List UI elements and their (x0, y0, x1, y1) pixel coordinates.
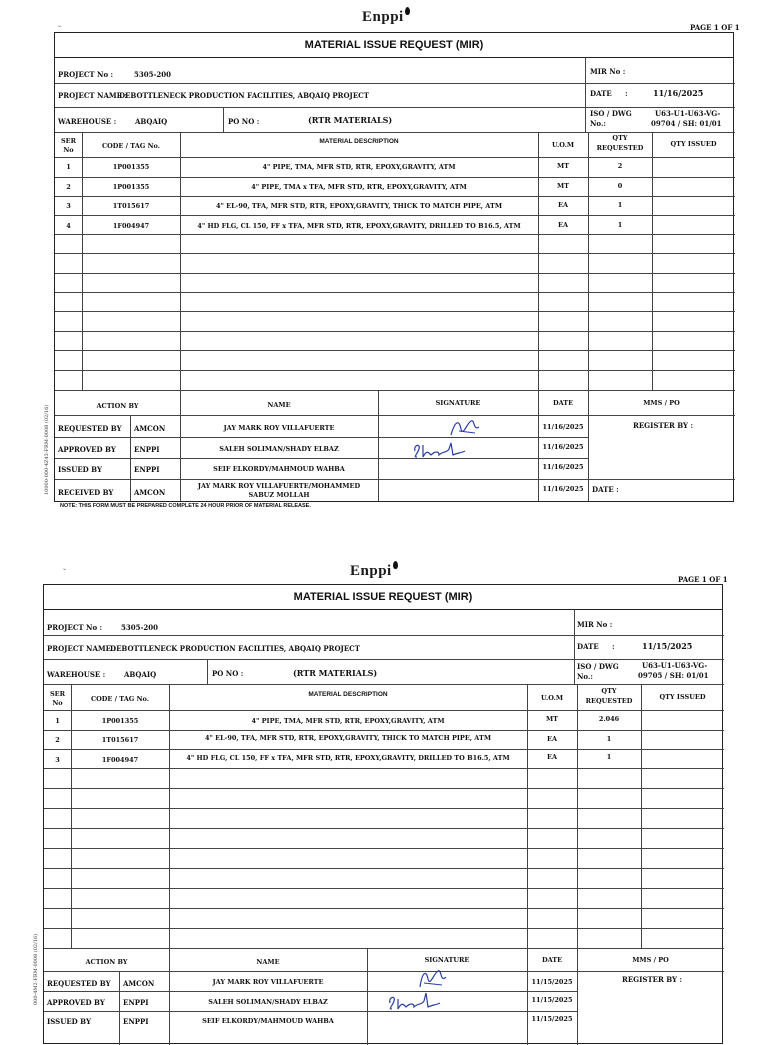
table-row-description: 4" PIPE, TMA, MFR STD, RTR, EPOXY,GRAVITY, ATM (262, 163, 456, 171)
uom-header: U.O.M (540, 694, 564, 702)
table-row-code: 1T015617 (112, 202, 150, 210)
table-row-ser: 3 (55, 756, 60, 764)
action-date: 11/16/2025 (542, 443, 584, 451)
table-row-uom: EA (558, 221, 568, 229)
name-header: NAME (267, 401, 291, 409)
qty-header: QTY (612, 134, 628, 142)
material-description-header: MATERIAL DESCRIPTION (319, 138, 399, 145)
action-name: SALEH SOLIMAN/SHADY ELBAZ (219, 445, 339, 453)
signature-requested (412, 967, 452, 991)
action-label: REQUESTED BY (47, 979, 111, 988)
code-header: CODE / TAG No. (101, 142, 161, 150)
scan-mark: ⌄ (62, 565, 68, 572)
requested-header: REQUESTED (585, 697, 633, 705)
action-label: REQUESTED BY (58, 424, 122, 433)
qty-issued-header: QTY ISSUED (659, 693, 706, 701)
table-row-qty: 0 (617, 182, 623, 190)
action-name: JAY MARK ROY VILLAFUERTE (223, 424, 335, 432)
action-date: 11/16/2025 (542, 463, 584, 471)
material-description-header: MATERIAL DESCRIPTION (308, 691, 388, 698)
ser-header: SER (60, 137, 77, 145)
table-row-code: 1F004947 (112, 222, 150, 230)
project-no-value: 5305-200 (134, 70, 171, 79)
table-row-code: 1P001355 (112, 163, 150, 171)
project-no-label: PROJECT No : (47, 623, 103, 632)
table-row-code: 1F004947 (101, 756, 139, 764)
table-row-description: 4" PIPE, TMA x TFA, MFR STD, RTR, EPOXY,GRAVITY, ATM (251, 183, 467, 191)
qty-issued-header: QTY ISSUED (670, 140, 717, 148)
table-row-ser: 3 (66, 202, 71, 210)
mms-po-header: MMS / PO (632, 956, 669, 964)
action-date: 11/15/2025 (531, 978, 573, 986)
project-name-label: PROJECT NAME : (47, 644, 116, 653)
action-date: 11/16/2025 (542, 485, 584, 493)
form-note: NOTE: THIS FORM MUST BE PREPARED COMPLETE 24 HOUR PRIOR OF MATERIAL RELEASE. (60, 503, 311, 509)
form-side-code: 10000-000-4Z43-FRM-0008 (02/16) (44, 404, 50, 495)
action-company: ENPPI (134, 465, 160, 474)
form-side-code: 000-4M2-FRM-0008 (02/16) (33, 933, 39, 1005)
form-title: MATERIAL ISSUE REQUEST (MIR) (44, 585, 722, 610)
warehouse-label: WAREHOUSE : (47, 670, 106, 679)
project-no-label: PROJECT No : (58, 70, 114, 79)
form-title: MATERIAL ISSUE REQUEST (MIR) (55, 33, 733, 58)
page-number: PAGE 1 OF 1 (690, 23, 740, 32)
po-no-label: PO NO : (228, 117, 260, 126)
mir-no-label: MIR No : (590, 67, 626, 76)
table-row-qty: 2.046 (598, 715, 620, 723)
iso-no-label: No.: (590, 119, 606, 128)
table-row-description: 4" HD FLG, CL 150, FF x TFA, MFR STD, RTR, EPOXY,GRAVITY, DRILLED TO B16.5, ATM (197, 222, 521, 230)
table-row-uom: MT (556, 162, 570, 170)
warehouse-value: ABQAIQ (135, 117, 168, 126)
date-colon: : (625, 89, 628, 98)
table-row-uom: EA (547, 753, 557, 761)
action-date: 11/15/2025 (531, 996, 573, 1004)
signature-header: SIGNATURE (424, 956, 470, 964)
signature-approved (411, 439, 471, 461)
ser-header: SER (49, 690, 66, 698)
ser-no-header: No (52, 699, 63, 707)
table-row-ser: 2 (66, 183, 71, 191)
action-label: RECEIVED BY (58, 488, 114, 497)
page-number: PAGE 1 OF 1 (678, 575, 728, 584)
action-by-header: ACTION BY (85, 958, 128, 966)
iso-no-label: No.: (577, 672, 593, 681)
action-name: JAY MARK ROY VILLAFUERTE (212, 978, 324, 986)
action-name: SALEH SOLIMAN/SHADY ELBAZ (208, 998, 328, 1006)
ser-no-header: No (63, 146, 74, 154)
iso-dwg-value-1: U63-U1-U63-VG- (655, 109, 721, 118)
iso-dwg-value-2: 09705 / SH: 01/01 (638, 671, 709, 680)
iso-dwg-value-1: U63-U1-U63-VG- (642, 661, 708, 670)
date-value: 11/15/2025 (642, 641, 693, 651)
table-row-code: 1T015617 (101, 736, 139, 744)
action-company: AMCON (134, 488, 166, 497)
action-name: JAY MARK ROY VILLAFUERTE/MOHAMMED (197, 482, 361, 490)
date-row-label: DATE : (592, 485, 619, 494)
scan-mark: ⌄ (57, 22, 63, 29)
project-name-value: DEBOTTLENECK PRODUCTION FACILITIES, ABQAIQ PROJECT (110, 644, 360, 653)
uom-header: U.O.M (551, 141, 575, 149)
table-row-uom: MT (545, 715, 559, 723)
date-header: DATE (541, 956, 563, 964)
table-row-qty: 1 (617, 221, 623, 229)
register-by-label: REGISTER BY : (633, 421, 694, 430)
enppi-logo: Enppi (362, 7, 410, 26)
iso-dwg-label: ISO / DWG (577, 662, 619, 671)
action-company: ENPPI (123, 998, 149, 1007)
project-name-label: PROJECT NAME : (58, 91, 127, 100)
signature-header: SIGNATURE (435, 399, 481, 407)
mir-sheet-2 (0, 555, 768, 1024)
code-header: CODE / TAG No. (90, 695, 150, 703)
enppi-logo: Enppi (350, 561, 398, 580)
action-name: SEIF ELKORDY/MAHMOUD WAHBA (202, 1017, 334, 1025)
name-header: NAME (256, 958, 280, 966)
mir-no-label: MIR No : (577, 620, 613, 629)
action-company: AMCON (134, 424, 166, 433)
signature-approved (386, 991, 446, 1013)
table-row-ser: 2 (55, 736, 60, 744)
date-label: DATE (590, 89, 612, 98)
action-label: ISSUED BY (58, 465, 102, 474)
project-no-value: 5305-200 (121, 623, 158, 632)
table-row-qty: 2 (617, 162, 623, 170)
register-by-label: REGISTER BY : (622, 975, 683, 984)
date-colon: : (612, 642, 615, 651)
action-company: ENPPI (123, 1017, 149, 1026)
po-no-label: PO NO : (212, 669, 244, 678)
action-label: ISSUED BY (47, 1017, 91, 1026)
action-company: ENPPI (134, 445, 160, 454)
action-name: SEIF ELKORDY/MAHMOUD WAHBA (213, 465, 345, 473)
requested-header: REQUESTED (596, 144, 644, 152)
table-row-code: 1P001355 (112, 183, 150, 191)
table-row-ser: 1 (66, 163, 71, 171)
warehouse-value: ABQAIQ (124, 670, 157, 679)
table-row-ser: 4 (66, 222, 71, 230)
table-row-uom: MT (556, 182, 570, 190)
iso-dwg-value-2: 09704 / SH: 01/01 (651, 119, 722, 128)
table-row-code: 1P001355 (101, 717, 139, 725)
action-name-line2: SABUZ MOLLAH (248, 491, 310, 499)
table-row-ser: 1 (55, 717, 60, 725)
action-company: AMCON (123, 979, 155, 988)
table-row-description: 4" EL-90, TFA, MFR STD, RTR, EPOXY,GRAVITY, THICK TO MATCH PIPE, ATM (215, 202, 503, 210)
table-row-uom: EA (558, 201, 568, 209)
table-row-qty: 1 (606, 735, 612, 743)
mir-form-1 (54, 32, 734, 502)
po-no-value: (RTR MATERIALS) (293, 668, 378, 678)
date-label: DATE (577, 642, 599, 651)
iso-dwg-label: ISO / DWG (590, 109, 632, 118)
date-value: 11/16/2025 (653, 88, 704, 98)
table-row-qty: 1 (617, 201, 623, 209)
warehouse-label: WAREHOUSE : (58, 117, 117, 126)
signature-requested (445, 417, 485, 439)
date-header: DATE (552, 399, 574, 407)
qty-header: QTY (601, 687, 617, 695)
project-name-value: DEBOTTLENECK PRODUCTION FACILITIES, ABQAIQ PROJECT (119, 91, 369, 100)
table-row-description: 4" EL-90, TFA, MFR STD, RTR, EPOXY,GRAVITY, THICK TO MATCH PIPE, ATM (204, 734, 492, 742)
table-row-qty: 1 (606, 753, 612, 761)
mir-form-2 (43, 584, 723, 1044)
table-row-description: 4" HD FLG, CL 150, FF x TFA, MFR STD, RTR, EPOXY,GRAVITY, DRILLED TO B16.5, ATM (186, 754, 510, 762)
mir-sheet-1 (0, 0, 768, 520)
po-no-value: (RTR MATERIALS) (308, 115, 393, 125)
table-row-uom: EA (547, 735, 557, 743)
action-date: 11/16/2025 (542, 423, 584, 431)
table-row-description: 4" PIPE, TMA, MFR STD, RTR, EPOXY,GRAVITY, ATM (251, 717, 445, 725)
action-label: APPROVED BY (58, 445, 116, 454)
action-label: APPROVED BY (47, 998, 105, 1007)
action-date: 11/15/2025 (531, 1015, 573, 1023)
mms-po-header: MMS / PO (643, 399, 680, 407)
action-by-header: ACTION BY (96, 402, 139, 410)
